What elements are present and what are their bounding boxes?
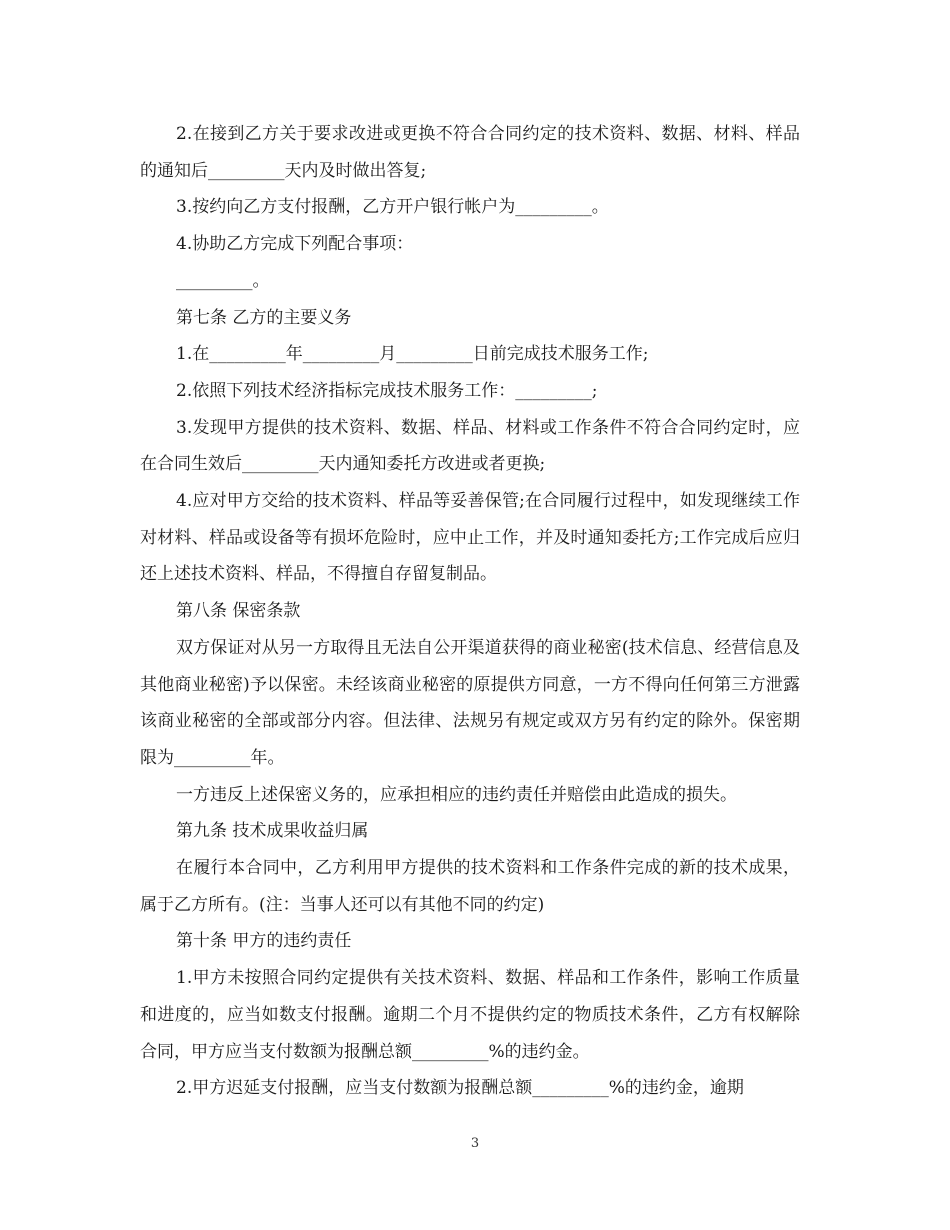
paragraph-blank-line: _________。 (176, 270, 270, 291)
paragraph-clause-7-2: 2.依照下列技术经济指标完成技术服务工作：_________; (176, 380, 598, 401)
paragraph-clause-7-4: 4.应对甲方交给的技术资料、样品等妥善保管;在合同履行过程中，如发现继续工作对材料、样品或设备等有损坏危险时，应中止工作，并及时通知委托方;工作完成后应归还上述技术资料、样品，不得擅自存留复制品。 (140, 491, 800, 585)
document-body (140, 116, 800, 1107)
paragraph-clause-10-2: 2.甲方迟延支付报酬，应当支付数额为报酬总额_________%的违约金，逾期 (176, 1078, 744, 1099)
paragraph-confidentiality-breach: 一方违反上述保密义务的，应承担相应的违约责任并赔偿由此造成的损失。 (176, 784, 737, 805)
paragraph-clause-6-2: 2.在接到乙方关于要求改进或更换不符合合同约定的技术资料、数据、材料、样品的通知后_________天内及时做出答复; (140, 124, 800, 181)
paragraph-clause-10-1: 1.甲方未按照合同约定提供有关技术资料、数据、样品和工作条件，影响工作质量和进度的，应当如数支付报酬。逾期二个月不提供约定的物质技术条件，乙方有权解除合同，甲方应当支付数额为报酬总额_________%的违约金。 (140, 968, 800, 1062)
heading-article-9: 第九条 技术成果收益归属 (176, 821, 369, 842)
heading-article-10: 第十条 甲方的违约责任 (176, 931, 352, 952)
paragraph-clause-7-1: 1.在_________年_________月_________日前完成技术服务工作; (176, 344, 649, 365)
heading-article-7: 第七条 乙方的主要义务 (176, 307, 352, 328)
page-number: 3 (470, 1136, 480, 1151)
paragraph-ownership: 在履行本合同中，乙方利用甲方提供的技术资料和工作条件完成的新的技术成果，属于乙方所有。(注：当事人还可以有其他不同的约定) (140, 858, 800, 915)
paragraph-clause-7-3: 3.发现甲方提供的技术资料、数据、样品、材料或工作条件不符合合同约定时，应在合同生效后_________天内通知委托方改进或者更换; (140, 417, 800, 475)
heading-article-8: 第八条 保密条款 (176, 601, 301, 622)
paragraph-clause-6-4: 4.协助乙方完成下列配合事项： (176, 234, 414, 255)
paragraph-clause-6-3: 3.按约向乙方支付报酬，乙方开户银行帐户为_________。 (176, 197, 609, 218)
paragraph-confidentiality: 双方保证对从另一方取得且无法自公开渠道获得的商业秘密(技术信息、经营信息及其他商业秘密)予以保密。未经该商业秘密的原提供方同意，一方不得向任何第三方泄露该商业秘密的全部或部分内容。但法律、法规另有规定或双方另有约定的除外。保密期限为_________年。 (140, 637, 800, 768)
